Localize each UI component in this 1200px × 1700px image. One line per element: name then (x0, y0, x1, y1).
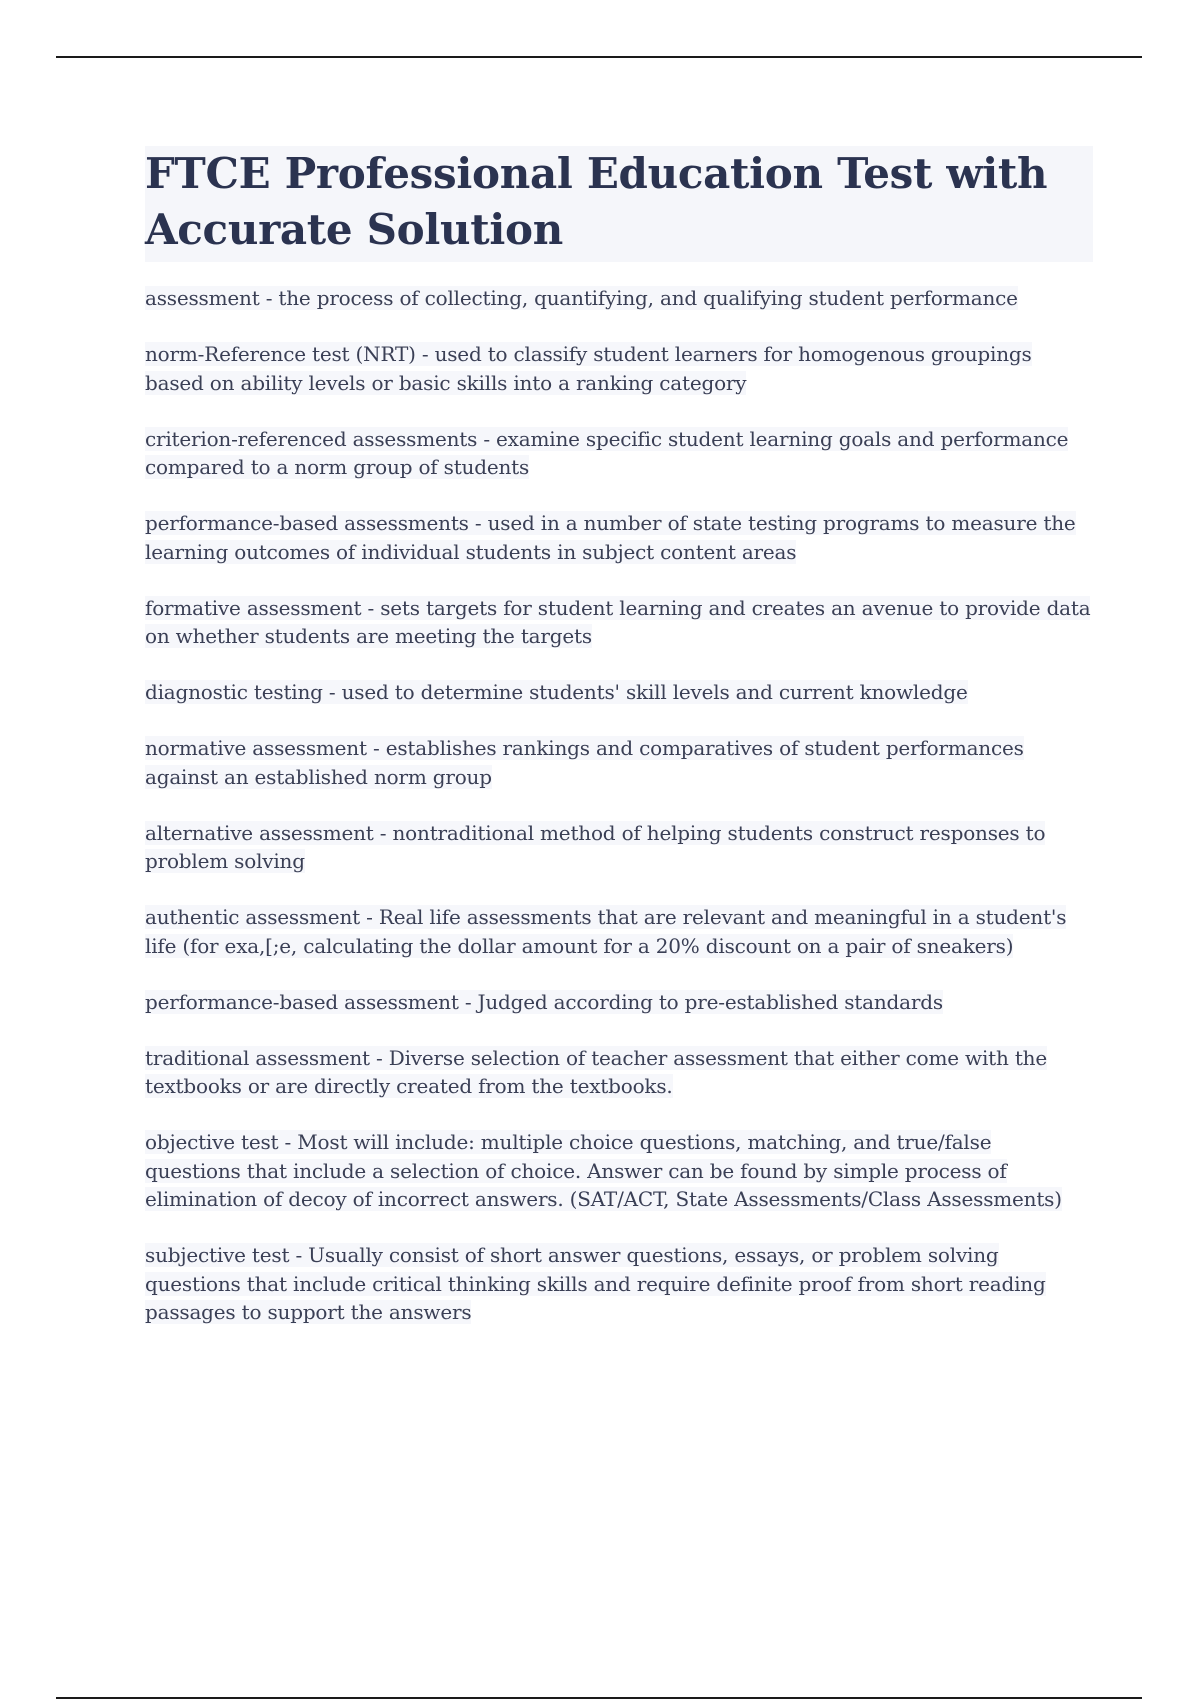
page-title: FTCE Professional Education Test with Accurate Solution (145, 149, 1048, 254)
list-item (145, 509, 1093, 566)
list-item (145, 340, 1093, 397)
entry-text: objective test - Most will include: multiple choice questions, matching, and true/false questions that include a selection of choice. Answer can be found by simple process of elimination of decoy of incorrect answers. (SAT/ACT, State Assessments/Class Assessments) (145, 1130, 1062, 1211)
entry-text: formative assessment - sets targets for student learning and creates an avenue to provide data on whether students are meeting the targets (145, 595, 1091, 648)
list-item (145, 903, 1093, 960)
list-item (145, 284, 1093, 313)
entry-text: assessment - the process of collecting, quantifying, and qualifying student performance (145, 286, 1018, 310)
entry-text: criterion-referenced assessments - examine specific student learning goals and performance compared to a norm group of students (145, 426, 1069, 479)
entry-text: authentic assessment - Real life assessments that are relevant and meaningful in a student's life (for exa,[;e, calculating the dollar amount for a 20% discount on a pair of sneakers) (145, 905, 1067, 958)
entry-text: subjective test - Usually consist of short answer questions, essays, or problem solving questions that include critical thinking skills and require definite proof from short reading passages to support the answers (145, 1243, 1046, 1324)
entry-text: diagnostic testing - used to determine students' skill levels and current knowledge (145, 680, 968, 704)
entry-list (145, 284, 1093, 1327)
list-item (145, 594, 1093, 651)
list-item (145, 425, 1093, 482)
list-item (145, 678, 1093, 707)
entry-text: performance-based assessments - used in a number of state testing programs to measure the learning outcomes of individual students in subject content areas (145, 511, 1076, 564)
list-item (145, 819, 1093, 876)
entry-text: normative assessment - establishes rankings and comparatives of student performances against an established norm group (145, 736, 1024, 789)
list-item (145, 1044, 1093, 1101)
list-item (145, 1241, 1093, 1327)
page-content (145, 146, 1093, 1354)
entry-text: alternative assessment - nontraditional method of helping students construct responses to problem solving (145, 820, 1046, 873)
entry-text: traditional assessment - Diverse selection of teacher assessment that either come with the textbooks or are directly created from the textbooks. (145, 1045, 1048, 1098)
bottom-rule (56, 1697, 1142, 1699)
entry-text: norm-Reference test (NRT) - used to classify student learners for homogenous groupings based on ability levels or basic skills into a ranking category (145, 342, 1032, 395)
title-block (145, 146, 1093, 262)
entry-text: performance-based assessment - Judged according to pre-established standards (145, 989, 943, 1014)
list-item (145, 1128, 1093, 1214)
top-rule (56, 56, 1142, 58)
list-item (145, 734, 1093, 791)
list-item (145, 988, 1093, 1017)
